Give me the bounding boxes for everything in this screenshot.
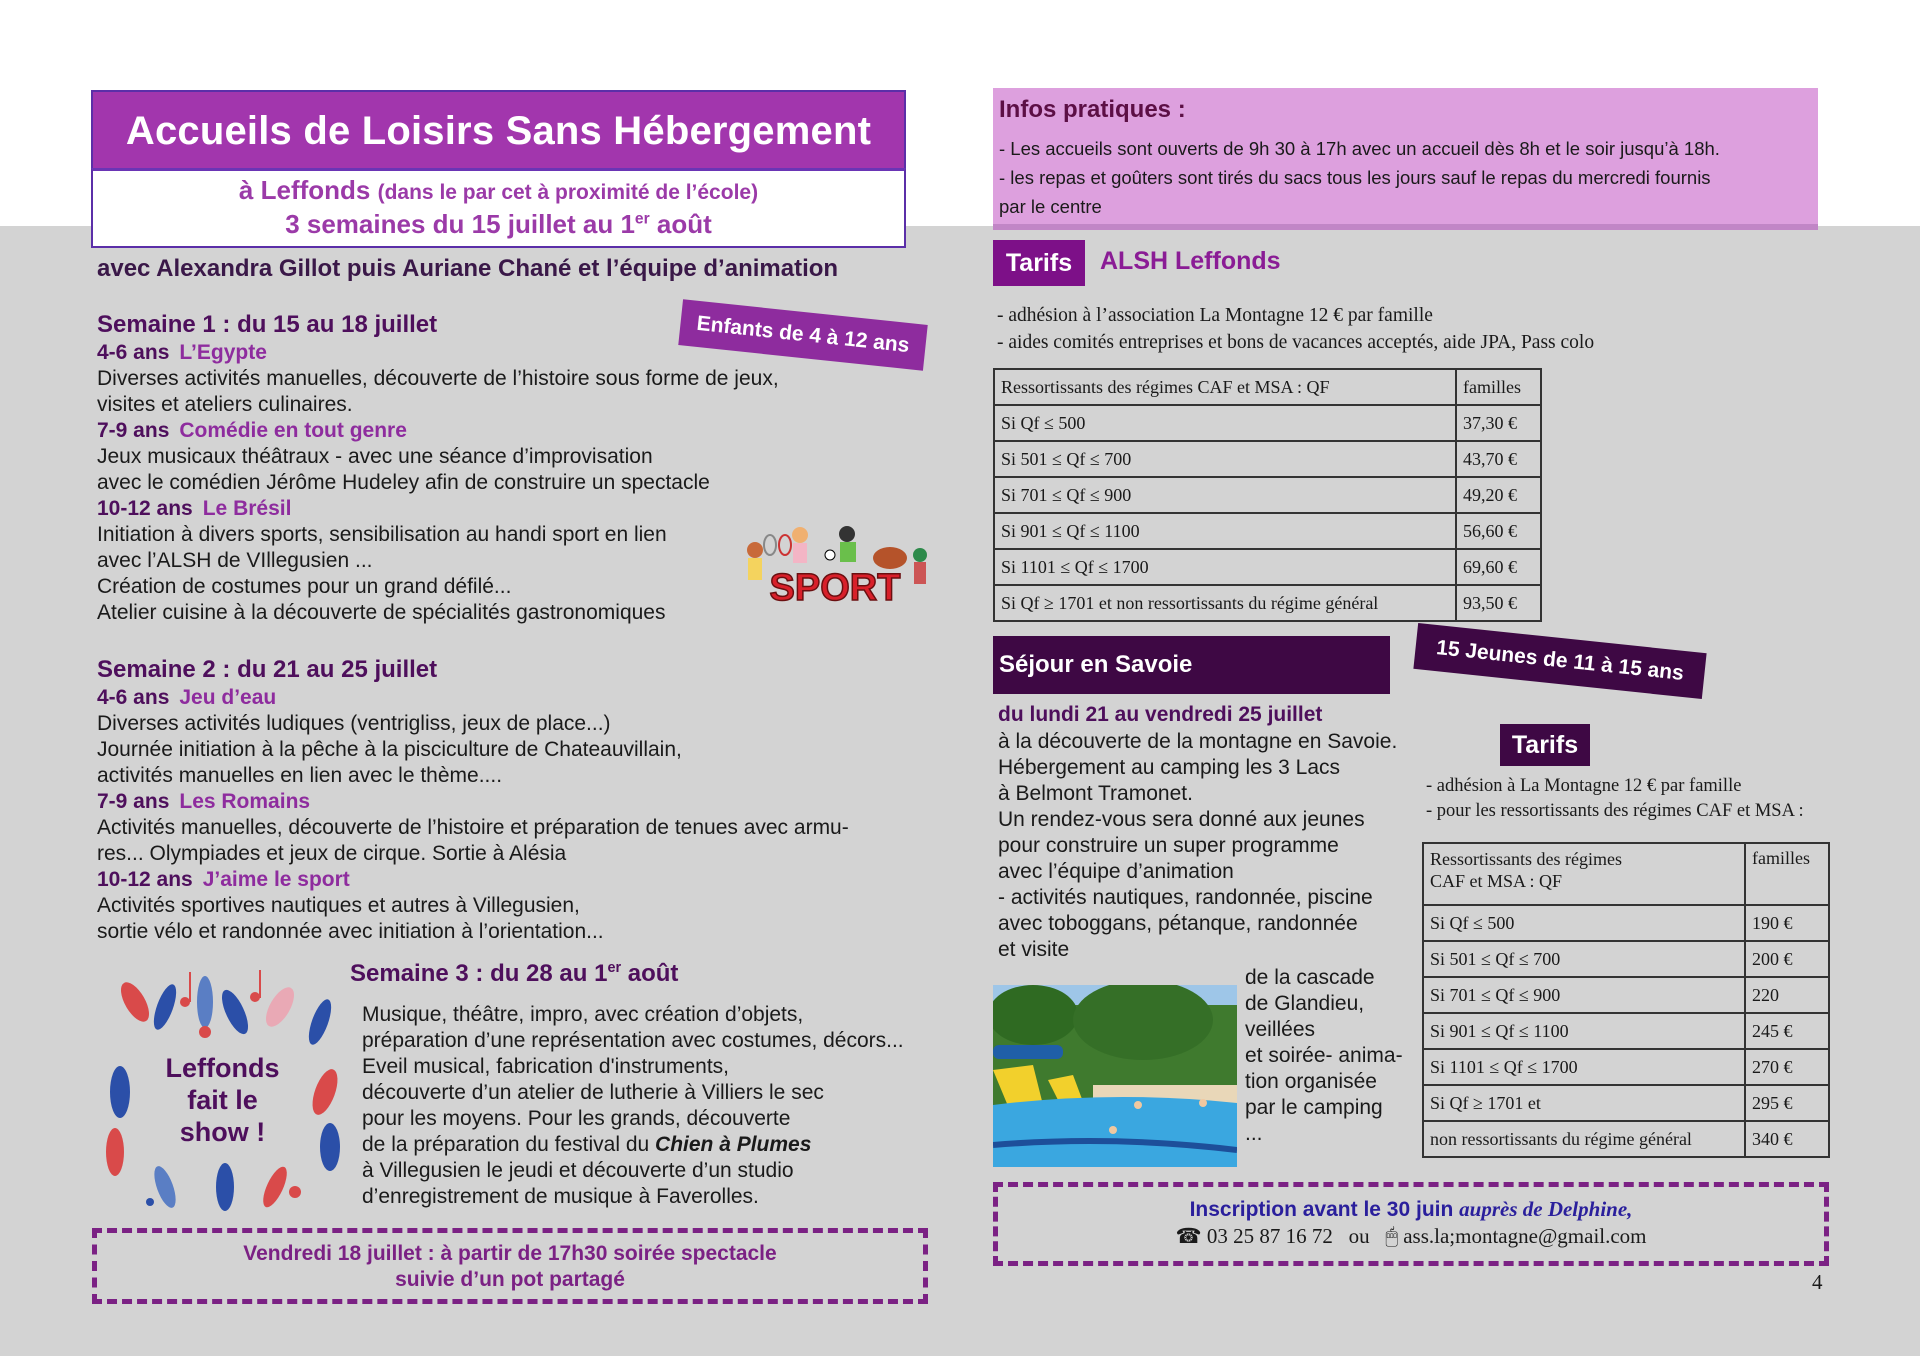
text-line: à Villegusien le jeudi et découverte d’un studio: [362, 1159, 794, 1182]
sejour-title-bar: Séjour en Savoie: [993, 636, 1390, 694]
age-badge: Enfants de 4 à 12 ans: [678, 299, 927, 370]
table-row: Si Qf ≥ 1701 et 295 €: [1423, 1085, 1829, 1121]
table-row: non ressortissants du régime général 340 €: [1423, 1121, 1829, 1157]
floral-caption: Leffonds fait le show !: [165, 1053, 280, 1147]
or-label: ou: [1348, 1224, 1370, 1248]
week-3-title: Semaine 3 : du 28 au 1er août: [350, 960, 679, 987]
sejour-extra: de la cascade de Glandieu, veillées et soirée- anima- tion organisée par le camping ...: [1245, 966, 1403, 1145]
table-header-row: Ressortissants des régimes CAF et MSA : QF familles: [994, 369, 1541, 405]
sport-label: SPORT: [769, 567, 901, 609]
sejour-dates: du lundi 21 au vendredi 25 juillet: [998, 703, 1323, 726]
table-row: Si 901 ≤ Qf ≤ 1100 245 €: [1423, 1013, 1829, 1049]
sejour-notes: - adhésion à La Montagne 12 € par famille - pour les ressortissants des régimes CAF et MSA :: [1426, 776, 1804, 821]
alsh-title: ALSH Leffonds: [1100, 247, 1281, 275]
alsh-tarif-table: [993, 368, 1542, 622]
email-address[interactable]: ass.la;montagne@gmail.com: [1403, 1224, 1647, 1248]
main-title: Accueils de Loisirs Sans Hébergement: [125, 108, 872, 153]
sejour-tarifs-badge: Tarifs: [1500, 724, 1590, 766]
soccer-ball-icon: [825, 550, 835, 560]
phone-number[interactable]: 03 25 87 16 72: [1206, 1224, 1333, 1248]
age-group: 7-9 ans Comédie en tout genre: [97, 419, 407, 442]
table-row: Si 901 ≤ Qf ≤ 1100 56,60 €: [994, 513, 1541, 549]
tarifs-badge: Tarifs: [993, 240, 1085, 286]
week-1: [97, 310, 779, 626]
rugby-ball-icon: [873, 547, 907, 569]
text-line: pour les moyens. Pour les grands, découverte: [362, 1107, 791, 1130]
text-line: Initiation à divers sports, sensibilisation au handi sport en lien: [97, 523, 667, 546]
info-line: - les repas et goûters sont tirés du sacs tous les jours sauf le repas du mercredi fournis: [999, 167, 1711, 188]
text-line: Journée initiation à la pêche à la pisciculture de Chateauvillain,: [97, 738, 682, 761]
location-line: à Leffonds (dans le par cet à proximité de l’école): [238, 175, 759, 205]
table-row: Si Qf ≤ 500 190 €: [1423, 905, 1829, 941]
text-line: Eveil musical, fabrication d'instruments,: [362, 1055, 729, 1078]
text-line: avec l’ALSH de VIllegusien ...: [97, 549, 373, 572]
subtitle-box: [91, 168, 906, 248]
text-line: de la préparation du festival du Chien à Plumes: [362, 1133, 812, 1156]
table-row: Si 1101 ≤ Qf ≤ 1700 270 €: [1423, 1049, 1829, 1085]
table-row: Si 501 ≤ Qf ≤ 700 43,70 €: [994, 441, 1541, 477]
alsh-notes: - adhésion à l’association La Montagne 12 € par famille - aides comités entreprises et bons de vacances acceptés, aide JPA, Pass colo: [997, 305, 1595, 353]
week-2: [97, 655, 849, 945]
racket-icon: [764, 535, 776, 555]
text-line: d’enregistrement de musique à Faverolles.: [362, 1185, 759, 1208]
mouse-icon: 🖱: [1385, 1224, 1398, 1248]
table-row: Si 1101 ≤ Qf ≤ 1700 69,60 €: [994, 549, 1541, 585]
inscription-box: [993, 1182, 1829, 1266]
week-title: Semaine 2 : du 21 au 25 juillet: [97, 656, 438, 683]
age-group: 10-12 ans Le Brésil: [97, 497, 292, 520]
dates-line: 3 semaines du 15 juillet au 1er août: [285, 209, 712, 239]
table-header-row: Ressortissants des régimes CAF et MSA : QF familles: [1423, 843, 1829, 905]
main-title-banner: [91, 90, 906, 170]
text-line: visites et ateliers culinaires.: [97, 393, 353, 416]
info-line: - Les accueils sont ouverts de 9h 30 à 17h avec un accueil dès 8h et le soir jusqu’à 18h.: [999, 138, 1720, 159]
table-row: Si 501 ≤ Qf ≤ 700 200 €: [1423, 941, 1829, 977]
sejour-tarif-table: [1422, 842, 1830, 1158]
child-icon: [747, 542, 763, 558]
flower-icon: [199, 1026, 211, 1038]
youth-badge: 15 Jeunes de 11 à 15 ans: [1413, 623, 1706, 699]
infos-pratiques-box: [993, 88, 1818, 230]
text-line: sortie vélo et randonnée avec initiation à l’orientation...: [97, 920, 604, 943]
week-title: Semaine 1 : du 15 au 18 juillet: [97, 311, 438, 338]
table-row: Si 701 ≤ Qf ≤ 900 49,20 €: [994, 477, 1541, 513]
text-line: préparation d’une représentation avec costumes, décors...: [362, 1029, 904, 1052]
text-line: avec le comédien Jérôme Hudeley afin de construire un spectacle: [97, 471, 710, 494]
page-number: 4: [1812, 1270, 1823, 1294]
text-line: Jeux musicaux théâtraux - avec une séance d’improvisation: [97, 445, 653, 468]
team-line: avec Alexandra Gillot puis Auriane Chané et l’équipe d’animation: [97, 255, 839, 282]
text-line: Musique, théâtre, impro, avec création d’objets,: [362, 1003, 804, 1026]
camping-pool-photo: [993, 985, 1237, 1167]
week-3-body: [362, 1002, 904, 1210]
text-line: Activités sportives nautiques et autres à Villegusien,: [97, 894, 580, 917]
slide-icon: [993, 1045, 1063, 1059]
text-line: Atelier cuisine à la découverte de spécialités gastronomiques: [97, 601, 666, 624]
age-group: 10-12 ans J’aime le sport: [97, 868, 350, 891]
text-line: Diverses activités manuelles, découverte de l’histoire sous forme de jeux,: [97, 367, 779, 390]
table-row: Si 701 ≤ Qf ≤ 900 220: [1423, 977, 1829, 1013]
text-line: Activités manuelles, découverte de l’histoire et préparation de tenues avec armu-: [97, 816, 849, 839]
text-line: res... Olympiades et jeux de cirque. Sortie à Alésia: [97, 842, 567, 865]
table-row: Si Qf ≥ 1701 et non ressortissants du régime général 93,50 €: [994, 585, 1541, 621]
age-group: 7-9 ans Les Romains: [97, 790, 311, 813]
text-line: Diverses activités ludiques (ventrigliss, jeux de place...): [97, 712, 611, 735]
text-line: découverte d’un atelier de lutherie à Villiers le sec: [362, 1081, 824, 1104]
age-group: 4-6 ans L’Egypte: [97, 341, 267, 364]
info-line: par le centre: [999, 196, 1102, 217]
spectacle-notice: Vendredi 18 juillet : à partir de 17h30 soirée spectacle suivie d’un pot partagé: [92, 1228, 928, 1304]
infos-title: Infos pratiques :: [999, 96, 1186, 123]
sejour-description: à la découverte de la montagne en Savoie. Hébergement au camping les 3 Lacs à Belmont Tramonet. Un rendez-vous sera donné aux jeunes pour construire un super programme avec l’équipe d’animation - activités nautiques, randonnée, piscine avec toboggans, pétanque, randonnée et visite: [998, 730, 1398, 961]
table-row: Si Qf ≤ 500 37,30 €: [994, 405, 1541, 441]
contact-line: [998, 1224, 1824, 1249]
text-line: Création de costumes pour un grand défilé...: [97, 575, 512, 598]
text-line: activités manuelles en lien avec le thème....: [97, 764, 503, 787]
sport-illustration: [730, 520, 940, 620]
age-group: 4-6 ans Jeu d’eau: [97, 686, 277, 709]
telephone-icon: ☎: [1175, 1224, 1202, 1248]
inscription-deadline: Inscription avant le 30 juin auprès de Delphine,: [1189, 1197, 1633, 1221]
